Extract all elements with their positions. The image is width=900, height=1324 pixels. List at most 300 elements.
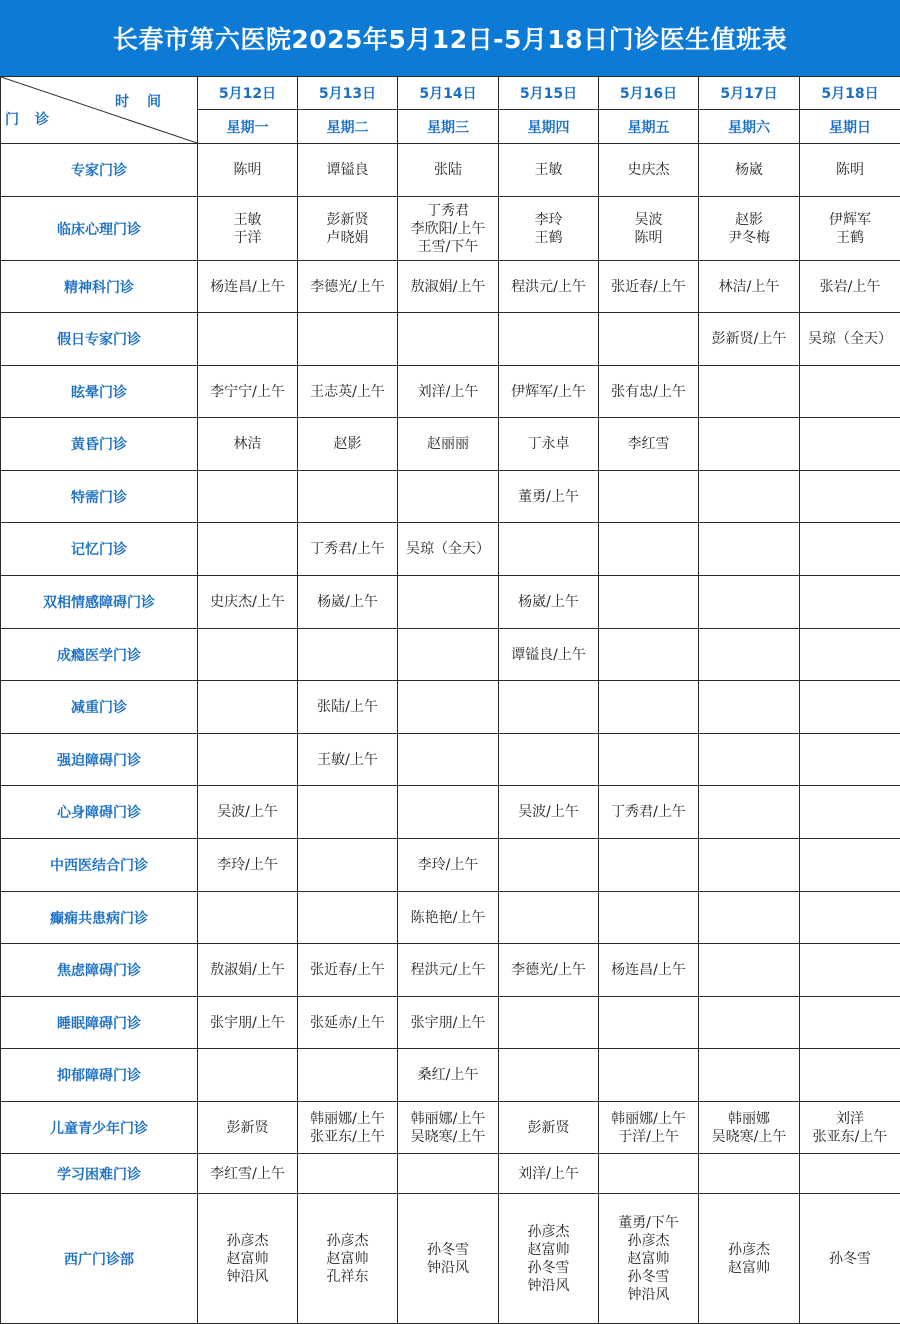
duty-cell [298, 997, 398, 1049]
duty-cell [298, 839, 398, 892]
duty-cell [699, 197, 800, 261]
duty-cell [298, 1102, 398, 1154]
duty-cell [398, 197, 499, 261]
clinic-name: 专家门诊 [1, 144, 198, 197]
duty-cell [499, 734, 599, 786]
doctor-entry: 赵富帅 [298, 1250, 397, 1268]
page-title: 长春市第六医院2025年5月12日-5月18日门诊医生值班表 [113, 20, 787, 56]
duty-cell [198, 1194, 298, 1324]
duty-cell [398, 261, 499, 313]
doctor-entry: 陈明 [198, 161, 297, 179]
schedule-row [1, 523, 900, 576]
duty-cell [800, 944, 900, 997]
weekday-header: 星期四 [499, 110, 599, 144]
doctor-entry: 李红雪 [599, 435, 698, 453]
duty-cell [198, 629, 298, 681]
schedule-row [1, 418, 900, 471]
duty-cell [800, 261, 900, 313]
duty-cell [398, 418, 499, 471]
duty-cell [699, 1049, 800, 1102]
duty-cell [398, 576, 499, 629]
duty-cell [198, 197, 298, 261]
clinic-name: 学习困难门诊 [1, 1154, 198, 1194]
title-bar [0, 0, 900, 76]
duty-cell [599, 1102, 699, 1154]
clinic-name: 眩晕门诊 [1, 366, 198, 418]
schedule-row [1, 1154, 900, 1194]
duty-cell [800, 1154, 900, 1194]
schedule-row [1, 681, 900, 734]
duty-cell [699, 1154, 800, 1194]
weekday-header: 星期三 [398, 110, 499, 144]
duty-cell [599, 997, 699, 1049]
doctor-entry: 李玲 [499, 211, 598, 229]
doctor-entry: 张亚东/上午 [800, 1128, 900, 1146]
duty-cell [298, 313, 398, 366]
duty-cell [699, 892, 800, 944]
clinic-name: 黄昏门诊 [1, 418, 198, 471]
doctor-entry: 韩丽娜/上午 [298, 1110, 397, 1128]
doctor-entry: 丁秀君 [398, 202, 498, 220]
duty-cell [198, 144, 298, 197]
doctor-entry: 孙彦杰 [699, 1241, 799, 1259]
doctor-entry: 杨崴 [699, 161, 799, 179]
schedule-row [1, 144, 900, 197]
duty-cell [699, 1102, 800, 1154]
doctor-entry: 刘洋 [800, 1110, 900, 1128]
clinic-name: 心身障碍门诊 [1, 786, 198, 839]
duty-cell [499, 1102, 599, 1154]
date-header-row [1, 77, 900, 110]
duty-cell [198, 786, 298, 839]
doctor-entry: 张宇朋/上午 [398, 1014, 498, 1032]
doctor-entry: 刘洋/上午 [499, 1165, 598, 1183]
duty-cell [298, 471, 398, 523]
duty-cell [699, 471, 800, 523]
doctor-entry: 张有忠/上午 [599, 383, 698, 401]
doctor-entry: 韩丽娜 [699, 1110, 799, 1128]
duty-cell [298, 1154, 398, 1194]
schedule-row [1, 839, 900, 892]
duty-cell [800, 629, 900, 681]
doctor-entry: 钟沿风 [198, 1268, 297, 1286]
doctor-entry: 史庆杰 [599, 161, 698, 179]
doctor-entry: 张岩/上午 [800, 278, 900, 296]
clinic-name: 睡眠障碍门诊 [1, 997, 198, 1049]
duty-cell [499, 997, 599, 1049]
doctor-entry: 杨连昌/上午 [198, 278, 297, 296]
time-label: 时间 [115, 91, 179, 111]
duty-cell [298, 892, 398, 944]
schedule-row [1, 313, 900, 366]
duty-cell [699, 997, 800, 1049]
doctor-entry: 丁秀君/上午 [298, 540, 397, 558]
schedule-row [1, 997, 900, 1049]
duty-cell [398, 997, 499, 1049]
duty-cell [398, 734, 499, 786]
duty-cell [198, 366, 298, 418]
schedule-row [1, 576, 900, 629]
duty-cell [198, 734, 298, 786]
duty-cell [599, 1154, 699, 1194]
weekday-header: 星期六 [699, 110, 800, 144]
duty-cell [499, 471, 599, 523]
doctor-entry: 李德光/上午 [499, 961, 598, 979]
doctor-entry: 刘洋/上午 [398, 383, 498, 401]
duty-cell [800, 313, 900, 366]
clinic-name: 中西医结合门诊 [1, 839, 198, 892]
doctor-entry: 孙冬雪 [599, 1268, 698, 1286]
date-header: 5月15日 [499, 77, 599, 110]
duty-cell [398, 681, 499, 734]
doctor-entry: 李宁宁/上午 [198, 383, 297, 401]
schedule-row [1, 366, 900, 418]
duty-cell [499, 313, 599, 366]
weekday-header: 星期一 [198, 110, 298, 144]
doctor-entry: 丁永卓 [499, 435, 598, 453]
doctor-entry: 王鹤 [499, 229, 598, 247]
duty-cell [599, 576, 699, 629]
doctor-entry: 于洋/上午 [599, 1128, 698, 1146]
duty-cell [599, 944, 699, 997]
duty-cell [499, 786, 599, 839]
doctor-entry: 林洁/上午 [699, 278, 799, 296]
duty-cell [699, 944, 800, 997]
duty-cell [398, 471, 499, 523]
duty-cell [398, 1194, 499, 1324]
duty-cell [800, 681, 900, 734]
doctor-entry: 陈明 [800, 161, 900, 179]
doctor-entry: 韩丽娜/上午 [398, 1110, 498, 1128]
duty-cell [499, 576, 599, 629]
corner-header [1, 77, 198, 144]
duty-cell [599, 1194, 699, 1324]
schedule-row [1, 1049, 900, 1102]
clinic-name: 癫痫共患病门诊 [1, 892, 198, 944]
weekday-header: 星期日 [800, 110, 900, 144]
duty-cell [499, 261, 599, 313]
duty-cell [398, 1154, 499, 1194]
doctor-entry: 吴波/上午 [499, 803, 598, 821]
duty-cell [298, 418, 398, 471]
duty-cell [699, 786, 800, 839]
doctor-entry: 敖淑娟/上午 [398, 278, 498, 296]
duty-cell [699, 261, 800, 313]
doctor-entry: 孙彦杰 [198, 1232, 297, 1250]
doctor-entry: 孙彦杰 [499, 1223, 598, 1241]
duty-cell [298, 1049, 398, 1102]
doctor-entry: 孙冬雪 [499, 1259, 598, 1277]
duty-cell [800, 1102, 900, 1154]
duty-cell [298, 144, 398, 197]
duty-cell [298, 734, 398, 786]
duty-cell [298, 786, 398, 839]
duty-cell [398, 892, 499, 944]
duty-cell [198, 261, 298, 313]
date-header: 5月17日 [699, 77, 800, 110]
doctor-entry: 谭镒良 [298, 161, 397, 179]
duty-cell [198, 313, 298, 366]
clinic-name: 精神科门诊 [1, 261, 198, 313]
date-header: 5月12日 [198, 77, 298, 110]
duty-cell [800, 1194, 900, 1324]
duty-cell [499, 681, 599, 734]
doctor-entry: 王敏 [198, 211, 297, 229]
duty-cell [599, 366, 699, 418]
duty-cell [298, 197, 398, 261]
doctor-entry: 于洋 [198, 229, 297, 247]
duty-cell [298, 629, 398, 681]
doctor-entry: 孙冬雪 [800, 1250, 900, 1268]
duty-cell [499, 629, 599, 681]
duty-cell [499, 366, 599, 418]
doctor-entry: 张近春/上午 [298, 961, 397, 979]
duty-cell [499, 1049, 599, 1102]
duty-cell [499, 197, 599, 261]
doctor-entry: 张陆 [398, 161, 498, 179]
duty-cell [198, 471, 298, 523]
duty-cell [198, 892, 298, 944]
duty-cell [800, 1049, 900, 1102]
duty-cell [599, 839, 699, 892]
clinic-name: 临床心理门诊 [1, 197, 198, 261]
clinic-name: 强迫障碍门诊 [1, 734, 198, 786]
duty-cell [599, 681, 699, 734]
duty-cell [800, 418, 900, 471]
doctor-entry: 敖淑娟/上午 [198, 961, 297, 979]
doctor-entry: 张陆/上午 [298, 698, 397, 716]
duty-cell [800, 734, 900, 786]
duty-cell [599, 786, 699, 839]
duty-cell [198, 944, 298, 997]
doctor-entry: 张延赤/上午 [298, 1014, 397, 1032]
schedule-row [1, 1102, 900, 1154]
doctor-entry: 李欣阳/上午 [398, 220, 498, 238]
duty-cell [499, 839, 599, 892]
doctor-entry: 张近春/上午 [599, 278, 698, 296]
clinic-name: 假日专家门诊 [1, 313, 198, 366]
duty-cell [599, 734, 699, 786]
duty-cell [398, 786, 499, 839]
date-header: 5月13日 [298, 77, 398, 110]
duty-cell [499, 1154, 599, 1194]
duty-cell [298, 523, 398, 576]
doctor-entry: 陈艳艳/上午 [398, 909, 498, 927]
duty-cell [800, 786, 900, 839]
duty-cell [599, 471, 699, 523]
clinic-name: 双相情感障碍门诊 [1, 576, 198, 629]
duty-cell [398, 366, 499, 418]
duty-cell [298, 366, 398, 418]
date-header: 5月14日 [398, 77, 499, 110]
duty-cell [198, 839, 298, 892]
duty-cell [298, 261, 398, 313]
duty-cell [699, 576, 800, 629]
doctor-entry: 赵丽丽 [398, 435, 498, 453]
duty-cell [699, 144, 800, 197]
doctor-entry: 杨崴/上午 [298, 593, 397, 611]
doctor-entry: 钟沿风 [398, 1259, 498, 1277]
doctor-entry: 孙彦杰 [298, 1232, 397, 1250]
clinic-name: 西广门诊部 [1, 1194, 198, 1324]
duty-schedule-table [0, 76, 900, 1324]
doctor-entry: 张亚东/上午 [298, 1128, 397, 1146]
doctor-entry: 孙冬雪 [398, 1241, 498, 1259]
doctor-entry: 史庆杰/上午 [198, 593, 297, 611]
doctor-entry: 孔祥东 [298, 1268, 397, 1286]
doctor-entry: 吴晓寒/上午 [699, 1128, 799, 1146]
doctor-entry: 李德光/上午 [298, 278, 397, 296]
doctor-entry: 卢晓娟 [298, 229, 397, 247]
duty-cell [699, 523, 800, 576]
doctor-entry: 吴波/上午 [198, 803, 297, 821]
duty-cell [699, 1194, 800, 1324]
clinic-name: 特需门诊 [1, 471, 198, 523]
clinic-name: 成瘾医学门诊 [1, 629, 198, 681]
doctor-entry: 赵富帅 [699, 1259, 799, 1277]
duty-cell [398, 313, 499, 366]
duty-cell [398, 1049, 499, 1102]
doctor-entry: 王志英/上午 [298, 383, 397, 401]
doctor-entry: 吴晓寒/上午 [398, 1128, 498, 1146]
schedule-row [1, 471, 900, 523]
doctor-entry: 董勇/上午 [499, 488, 598, 506]
duty-cell [800, 471, 900, 523]
duty-cell [599, 313, 699, 366]
duty-cell [298, 1194, 398, 1324]
clinic-name: 儿童青少年门诊 [1, 1102, 198, 1154]
doctor-entry: 伊辉军 [800, 211, 900, 229]
doctor-entry: 赵富帅 [198, 1250, 297, 1268]
duty-cell [198, 523, 298, 576]
duty-cell [198, 1049, 298, 1102]
schedule-row [1, 734, 900, 786]
doctor-entry: 钟沿风 [499, 1277, 598, 1295]
doctor-entry: 吴波 [599, 211, 698, 229]
duty-cell [800, 144, 900, 197]
clinic-name: 抑郁障碍门诊 [1, 1049, 198, 1102]
duty-cell [800, 197, 900, 261]
doctor-entry: 陈明 [599, 229, 698, 247]
duty-cell [499, 944, 599, 997]
doctor-entry: 林洁 [198, 435, 297, 453]
duty-cell [599, 261, 699, 313]
duty-cell [298, 576, 398, 629]
schedule-row [1, 892, 900, 944]
weekday-header: 星期二 [298, 110, 398, 144]
duty-cell [699, 839, 800, 892]
duty-cell [800, 523, 900, 576]
duty-cell [298, 681, 398, 734]
doctor-entry: 彭新贤 [298, 211, 397, 229]
doctor-entry: 董勇/下午 [599, 1214, 698, 1232]
duty-cell [298, 944, 398, 997]
schedule-row [1, 944, 900, 997]
doctor-entry: 王敏 [499, 161, 598, 179]
duty-cell [699, 313, 800, 366]
duty-cell [699, 418, 800, 471]
doctor-entry: 程洪元/上午 [398, 961, 498, 979]
duty-cell [198, 681, 298, 734]
duty-cell [198, 997, 298, 1049]
duty-cell [800, 997, 900, 1049]
doctor-entry: 李玲/上午 [198, 856, 297, 874]
duty-cell [398, 144, 499, 197]
duty-cell [599, 418, 699, 471]
doctor-entry: 赵富帅 [599, 1250, 698, 1268]
doctor-entry: 谭镒良/上午 [499, 646, 598, 664]
duty-cell [599, 892, 699, 944]
doctor-entry: 赵影 [298, 435, 397, 453]
duty-cell [599, 197, 699, 261]
doctor-entry: 赵影 [699, 211, 799, 229]
doctor-entry: 程洪元/上午 [499, 278, 598, 296]
duty-cell [699, 629, 800, 681]
duty-cell [499, 892, 599, 944]
doctor-entry: 李红雪/上午 [198, 1165, 297, 1183]
doctor-entry: 吴琼（全天） [398, 540, 498, 558]
duty-cell [398, 839, 499, 892]
duty-cell [800, 576, 900, 629]
schedule-row [1, 261, 900, 313]
duty-cell [198, 418, 298, 471]
duty-cell [499, 418, 599, 471]
clinic-name: 记忆门诊 [1, 523, 198, 576]
doctor-entry: 吴琼（全天） [800, 330, 900, 348]
doctor-entry: 伊辉军/上午 [499, 383, 598, 401]
schedule-row [1, 786, 900, 839]
schedule-row [1, 1194, 900, 1324]
weekday-header: 星期五 [599, 110, 699, 144]
doctor-entry: 钟沿风 [599, 1286, 698, 1304]
doctor-entry: 杨崴/上午 [499, 593, 598, 611]
doctor-entry: 孙彦杰 [599, 1232, 698, 1250]
duty-cell [800, 366, 900, 418]
duty-cell [398, 523, 499, 576]
doctor-entry: 王雪/下午 [398, 238, 498, 256]
duty-cell [398, 629, 499, 681]
doctor-entry: 彭新贤 [499, 1119, 598, 1137]
doctor-entry: 王鹤 [800, 229, 900, 247]
doctor-entry: 丁秀君/上午 [599, 803, 698, 821]
date-header: 5月18日 [800, 77, 900, 110]
duty-cell [198, 1102, 298, 1154]
duty-cell [499, 523, 599, 576]
date-header: 5月16日 [599, 77, 699, 110]
clinic-name: 焦虑障碍门诊 [1, 944, 198, 997]
doctor-entry: 杨连昌/上午 [599, 961, 698, 979]
clinic-name: 减重门诊 [1, 681, 198, 734]
clinic-label: 门诊 [5, 109, 65, 129]
doctor-entry: 韩丽娜/上午 [599, 1110, 698, 1128]
doctor-entry: 彭新贤/上午 [699, 330, 799, 348]
schedule-row [1, 629, 900, 681]
duty-cell [599, 523, 699, 576]
doctor-entry: 张宇朋/上午 [198, 1014, 297, 1032]
duty-cell [499, 144, 599, 197]
duty-cell [198, 576, 298, 629]
doctor-entry: 李玲/上午 [398, 856, 498, 874]
doctor-entry: 赵富帅 [499, 1241, 598, 1259]
doctor-entry: 尹冬梅 [699, 229, 799, 247]
duty-cell [800, 839, 900, 892]
duty-cell [398, 1102, 499, 1154]
duty-cell [699, 681, 800, 734]
duty-cell [599, 144, 699, 197]
duty-cell [699, 734, 800, 786]
schedule-row [1, 197, 900, 261]
schedule-body [1, 144, 900, 1324]
